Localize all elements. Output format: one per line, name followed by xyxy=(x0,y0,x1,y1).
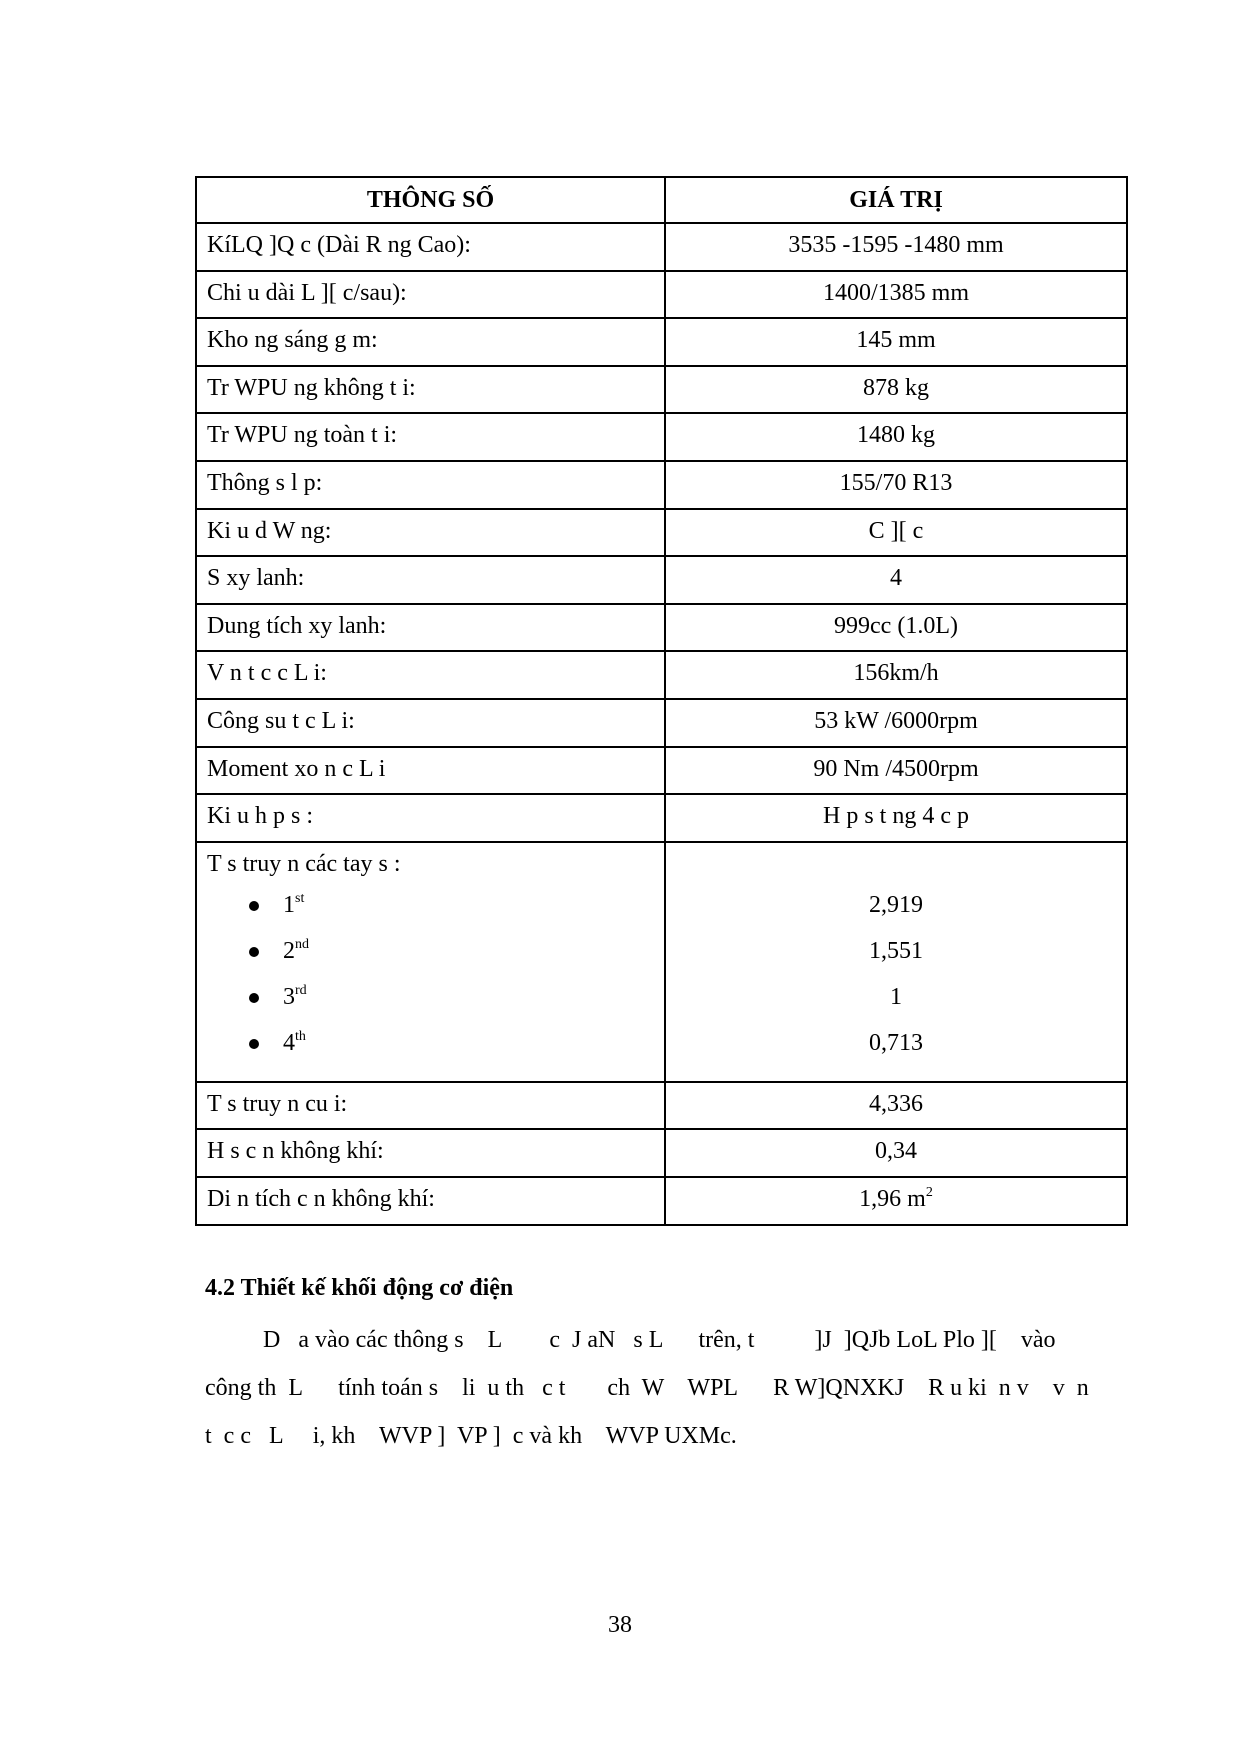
table-row xyxy=(196,1177,1127,1225)
row-value: 3535 -1595 -1480 mm xyxy=(665,223,1127,271)
row-value: C ][ c xyxy=(665,509,1127,557)
row-value: 999cc (1.0L) xyxy=(665,604,1127,652)
row-label: Thông s l p: xyxy=(196,461,665,509)
table-row xyxy=(196,651,1127,699)
section-heading: 4.2 Thiết kế khối động cơ điện xyxy=(205,1275,514,1301)
gear-suffix: th xyxy=(295,1028,306,1044)
gear-list xyxy=(207,882,654,1066)
bullet-icon xyxy=(249,1039,259,1049)
gear-values xyxy=(676,882,1116,1066)
gear-ratios-row xyxy=(196,842,1127,1082)
spec-table xyxy=(195,176,1128,1226)
row-value: 155/70 R13 xyxy=(665,461,1127,509)
gear-item xyxy=(207,974,654,1020)
row-label: Dung tích xy lanh: xyxy=(196,604,665,652)
row-label: Ki u h p s : xyxy=(196,794,665,842)
table-row xyxy=(196,1129,1127,1177)
gear-ratios-label: T s truy n các tay s : xyxy=(207,850,401,877)
gear-suffix: nd xyxy=(295,936,309,952)
row-value: H p s t ng 4 c p xyxy=(665,794,1127,842)
table-row xyxy=(196,366,1127,414)
row-label: V n t c c L i: xyxy=(196,651,665,699)
gear-item xyxy=(207,928,654,974)
row-value: 4,336 xyxy=(665,1082,1127,1130)
gear-suffix: st xyxy=(295,890,305,906)
bullet-icon xyxy=(249,993,259,1003)
table-row xyxy=(196,699,1127,747)
gear-number: 2 xyxy=(283,937,295,964)
gear-value: 0,713 xyxy=(869,1029,923,1056)
row-value: 1,96 m xyxy=(859,1185,926,1212)
paragraph-line: công th L tính toán s li u th c t ch W WPL R W]QNXKJ R u ki n v v n xyxy=(205,1375,1089,1401)
gear-suffix: rd xyxy=(295,982,307,998)
gear-ratios-label-cell xyxy=(196,842,665,1082)
table-row xyxy=(196,318,1127,366)
gear-ratios-value-cell xyxy=(665,842,1127,1082)
table-row xyxy=(196,794,1127,842)
row-value-cell xyxy=(665,1177,1127,1225)
table-row xyxy=(196,604,1127,652)
page-number: 38 xyxy=(608,1612,632,1638)
row-value: 1400/1385 mm xyxy=(665,271,1127,319)
gear-value: 2,919 xyxy=(869,891,923,918)
paragraph-line: t c c L i, kh WVP ] VP ] c và kh WVP UXMc. xyxy=(205,1423,737,1449)
row-label: Di n tích c n không khí: xyxy=(196,1177,665,1225)
gear-values-spacer xyxy=(676,850,1116,882)
gear-number: 3 xyxy=(283,983,295,1010)
row-value: 156km/h xyxy=(665,651,1127,699)
table-header-row xyxy=(196,177,1127,223)
row-label: H s c n không khí: xyxy=(196,1129,665,1177)
table-row xyxy=(196,556,1127,604)
row-value-superscript: 2 xyxy=(925,1184,933,1200)
row-value: 878 kg xyxy=(665,366,1127,414)
row-value: 53 kW /6000rpm xyxy=(665,699,1127,747)
paragraph-line: D a vào các thông s L c J aN s L trên, t ]J ]QJb LoL Plo ][ vào xyxy=(263,1327,1056,1353)
row-label: T s truy n cu i: xyxy=(196,1082,665,1130)
row-value: 1480 kg xyxy=(665,413,1127,461)
header-value: GIÁ TRỊ xyxy=(665,177,1127,223)
table-row xyxy=(196,461,1127,509)
row-label: Tr WPU ng không t i: xyxy=(196,366,665,414)
table-row xyxy=(196,271,1127,319)
row-label: Chi u dài L ][ c/sau): xyxy=(196,271,665,319)
table-row xyxy=(196,1082,1127,1130)
gear-value: 1 xyxy=(890,983,902,1010)
row-label: Công su t c L i: xyxy=(196,699,665,747)
row-value: 4 xyxy=(665,556,1127,604)
row-label: Kho ng sáng g m: xyxy=(196,318,665,366)
table-row xyxy=(196,509,1127,557)
row-label: S xy lanh: xyxy=(196,556,665,604)
gear-item xyxy=(207,1020,654,1066)
gear-item xyxy=(207,882,654,928)
bullet-icon xyxy=(249,901,259,911)
table-row xyxy=(196,413,1127,461)
gear-value: 1,551 xyxy=(869,937,923,964)
table-row xyxy=(196,223,1127,271)
row-label: Tr WPU ng toàn t i: xyxy=(196,413,665,461)
table-row xyxy=(196,747,1127,795)
bullet-icon xyxy=(249,947,259,957)
row-label: Ki u d W ng: xyxy=(196,509,665,557)
row-label: KíLQ ]Q c (Dài R ng Cao): xyxy=(196,223,665,271)
header-parameter: THÔNG SỐ xyxy=(196,177,665,223)
gear-number: 4 xyxy=(283,1029,295,1056)
row-value: 145 mm xyxy=(665,318,1127,366)
row-value: 90 Nm /4500rpm xyxy=(665,747,1127,795)
gear-number: 1 xyxy=(283,891,295,918)
row-label: Moment xo n c L i xyxy=(196,747,665,795)
row-value: 0,34 xyxy=(665,1129,1127,1177)
